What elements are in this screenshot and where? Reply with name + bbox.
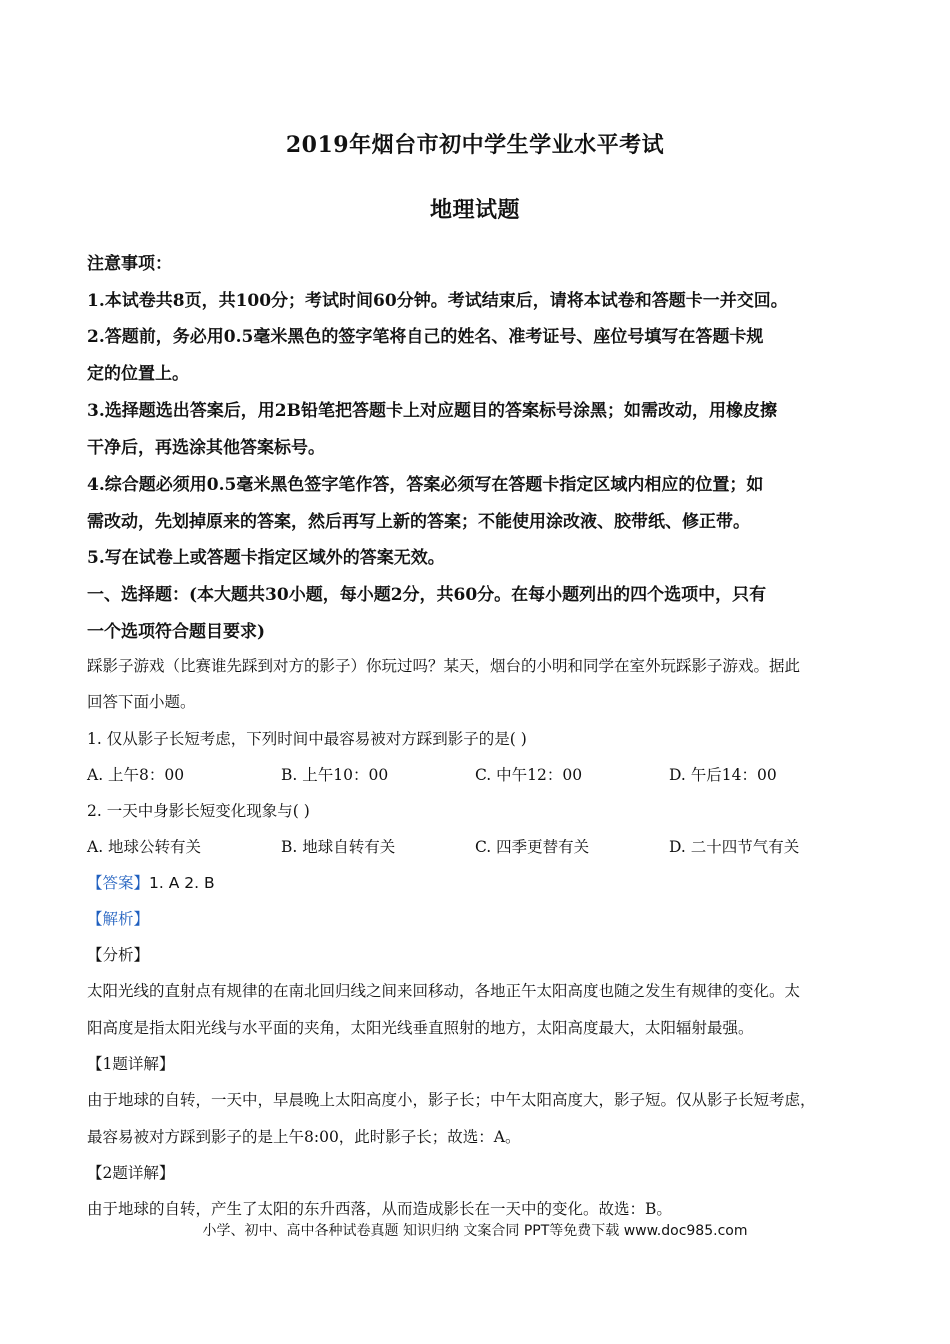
detail-1-tag: 【1题详解】 [87, 1055, 175, 1073]
notice-line: 5.写在试卷上或答题卡指定区域外的答案无效。 [87, 548, 445, 568]
detail-1-text: 由于地球的自转，一天中，早晨晚上太阳高度小，影子长；中午太阳高度大，影子短。仅从影子长短考虑， [87, 1091, 816, 1109]
q1-option-d: D. 午后14：00 [669, 766, 777, 784]
answer-tag: 【答案】 [87, 874, 150, 892]
fenxi-tag: 【分析】 [87, 946, 150, 964]
fenxi-text: 太阳光线的直射点有规律的在南北回归线之间来回移动，各地正午太阳高度也随之发生有规律的变化。太 [87, 982, 801, 1000]
section-heading-cont: 一个选项符合题目要求) [87, 622, 266, 642]
q2-option-c: C. 四季更替有关 [475, 838, 590, 856]
page-subtitle: 地理试题 [429, 197, 520, 223]
notice-line: 2.答题前，务必用0.5毫米黑色的签字笔将自己的姓名、准考证号、座位号填写在答题卡规 [87, 327, 764, 347]
q1-option-b: B. 上午10：00 [281, 766, 389, 784]
detail-2-tag: 【2题详解】 [87, 1164, 175, 1182]
notice-line: 需改动，先划掉原来的答案，然后再写上新的答案；不能使用涂改液、胶带纸、修正带。 [87, 512, 750, 532]
page-title: 2019年烟台市初中学生学业水平考试 [285, 132, 665, 158]
answer-value: 1. A 2. B [149, 874, 215, 892]
notice-line: 4.综合题必须用0.5毫米黑色签字笔作答，答案必须写在答题卡指定区域内相应的位置；如 [87, 475, 764, 495]
notice-line: 干净后，再选涂其他答案标号。 [87, 438, 325, 458]
footer-banner: 小学、初中、高中各种试卷真题 知识归纳 文案合同 PPT等免费下载 www.doc985.com [202, 1223, 748, 1239]
q1-option-c: C. 中午12：00 [475, 766, 583, 784]
intro-text: 回答下面小题。 [87, 693, 196, 711]
notice-line: 1.本试卷共8页，共100分；考试时间60分钟。考试结束后，请将本试卷和答题卡一并交回。 [87, 291, 788, 311]
answer-line [87, 871, 215, 893]
question-2-stem: 2. 一天中身影长短变化现象与( ) [87, 802, 310, 820]
section-heading: 一、选择题：(本大题共30小题，每小题2分，共60分。在每小题列出的四个选项中，只有 [87, 585, 767, 605]
q2-option-d: D. 二十四节气有关 [669, 838, 800, 856]
intro-text: 踩影子游戏（比赛谁先踩到对方的影子）你玩过吗？某天，烟台的小明和同学在室外玩踩影子游戏。据此 [87, 657, 801, 675]
notice-heading: 注意事项： [87, 254, 172, 274]
question-1-stem: 1. 仅从影子长短考虑，下列时间中最容易被对方踩到影子的是( ) [87, 730, 527, 748]
q2-option-a: A. 地球公转有关 [87, 838, 202, 856]
detail-1-text: 最容易被对方踩到影子的是上午8:00，此时影子长；故选：A。 [87, 1128, 521, 1146]
detail-2-text: 由于地球的自转，产生了太阳的东升西落，从而造成影长在一天中的变化。故选：B。 [87, 1200, 672, 1218]
fenxi-text: 阳高度是指太阳光线与水平面的夹角，太阳光线垂直照射的地方，太阳高度最大，太阳辐射最强。 [87, 1019, 754, 1037]
q1-option-a: A. 上午8：00 [87, 766, 185, 784]
analysis-tag: 【解析】 [87, 910, 150, 928]
notice-line: 定的位置上。 [87, 364, 189, 384]
q2-option-b: B. 地球自转有关 [281, 838, 396, 856]
notice-line: 3.选择题选出答案后，用2B铅笔把答题卡上对应题目的答案标号涂黑；如需改动，用橡皮擦 [87, 401, 777, 421]
